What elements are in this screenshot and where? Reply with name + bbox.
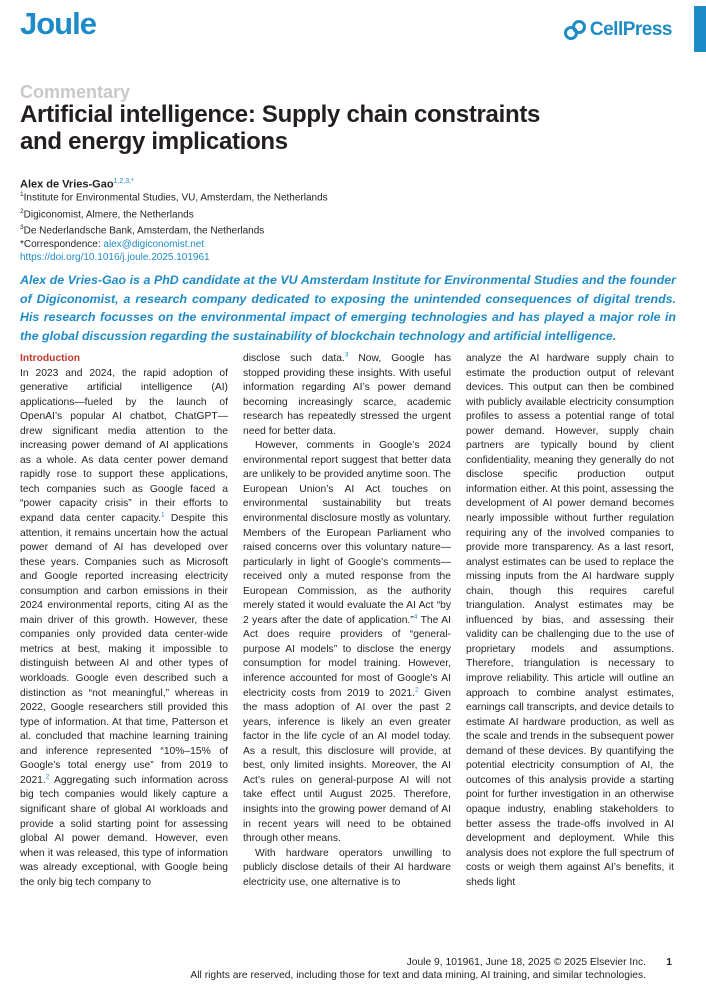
affiliation-1: $^1$Institute for Environmental Studies, VU, Amsterdam, the Netherlands: [20, 191, 328, 204]
paragraph: However, comments in Google’s 2024 environmental report suggest that better data are unlikely to be provided anytime soon. The European Union’s AI Act touches on environmental sustainability but treats environmental disclosure mostly as voluntary. Members of the European Parliament who raised concerns over this voluntary nature—particularly in light of Google’s comments—received only a muted response from the European Commission, as the authority merely stated it would evaluate the AI Act “by 2 years after the date of application.”$^4$ The AI Act does require providers of “general-purpose AI models” to disclose the energy consumption for model training. However, inference accounted for most of Google’s AI electricity costs from 2019 to 2021.$^2$ Given the mass adoption of AI over the past 2 years, inference is likely an even greater factor in the life cycle of an AI model today. As a result, this disclosure will provide, at best, only limited insights. Moreover, the AI Act’s rules on general-purpose AI will not take effect until August 2025. Therefore, insights into the growing power demand of AI in recent years will need to be obtained through other means.: [243, 440, 451, 845]
correspondence-email-link[interactable]: alex@digiconomist.net: [103, 238, 205, 250]
author-superscripts: 1,2,3,*: [113, 178, 134, 185]
article-title: Artificial intelligence: Supply chain constraints and energy implications: [20, 101, 541, 155]
article-type-label: Commentary: [20, 82, 131, 102]
footer-rights: All rights are reserved, including those for text and data mining, AI training, and similar technologies.: [190, 970, 646, 981]
header-color-tab: [694, 6, 706, 52]
affiliation-3: $^3$De Nederlandsche Bank, Amsterdam, the Netherlands: [20, 224, 265, 237]
reference-link[interactable]: 2: [45, 773, 50, 781]
cellpress-wordmark: CellPress: [589, 19, 672, 40]
reference-link[interactable]: 2: [415, 686, 419, 694]
cellpress-logo: [564, 19, 672, 41]
paragraph: analyze the AI hardware supply chain to estimate the production output of relevant devices. This output can then be combined with publicly available electricity consumption profiles to assess a potential range of total power demand. However, supply chain partners are typically bound by client confidentiality, meaning they generally do not disclose specific production output information either. At this point, assessing the development of AI power demand becomes nearly impossible without further regulation requiring any of the involved companies to provide more transparency. As a last resort, analyst estimates can be used to replace the missing inputs from the AI hardware supply chain, though this requires careful triangulation. Analyst estimates may be influenced by bias, and assessing their validity can be challenging due to the use of proprietary models and assumptions. Therefore, triangulation is necessary to improve reliability. This article will outline an approach to combine analyst estimates, earnings call transcripts, and device details to estimate AI hardware production, as well as the scale and trends in the subsequent power demand of these devices. By quantifying the potential electricity consumption of AI, the outcomes of this analysis provide a starting point for further investigation in an otherwise opaque industry, enabling stakeholders to better assess the trade-offs involved in AI development and deployment. While this analysis does not explore the full spectrum of costs or weigh them against AI’s benefits, it sheds light: [466, 353, 674, 888]
page-number: 1: [666, 957, 672, 968]
paragraph: With hardware operators unwilling to publicly disclose details of their AI hardware electricity use, one alternative is to: [243, 847, 451, 888]
affiliation-2: $^2$Digiconomist, Almere, the Netherlands: [20, 207, 194, 220]
footer-citation: Joule 9, 101961, June 18, 2025 © 2025 Elsevier Inc.: [406, 957, 646, 968]
affiliations: [20, 188, 328, 264]
reference-link[interactable]: 1: [160, 511, 165, 519]
author-summary: Alex de Vries-Gao is a PhD candidate at the VU Amsterdam Institute for Environmental Studies and the founder of Digiconomist, a research company dedicated to exposing the unintended consequences of digital trends. His research focusses on the environmental impact of emerging technologies and has played a major role in the global discussion regarding the sustainability of blockchain technology and artificial intelligence.: [20, 273, 676, 343]
reference-link[interactable]: 3: [344, 351, 349, 359]
cellpress-mark-icon: [564, 19, 586, 41]
paragraph: disclose such data.$^3$ Now, Google has stopped providing these insights. With useful information regarding AI’s power demand becoming increasingly scarce, academic research has repeatedly stressed the urgent need for better data.: [243, 351, 451, 437]
body-column-2: [243, 352, 451, 890]
paragraph: In 2023 and 2024, the rapid adoption of generative artificial intelligence (AI) applications—fueled by the launch of OpenAI’s popular AI chatbot, ChatGPT—drew significant media attention to the increasing power demand of AI applications as a whole. As data center power demand rapidly rose to support these applications, tech companies such as Google faced a “power capacity crisis” in their efforts to expand data center capacity.$^1$ Despite this attention, it remains uncertain how the actual power demand of AI has developed over these years. Companies such as Microsoft and Google reported increasing electricity consumption and carbon emissions in their 2024 environmental reports, citing AI as the main driver of this growth. However, these companies only provided data center-wide metrics at best, making it impossible to distinguish between AI and other types of workloads. Google even described such a distinction as “not meaningful,” whereas in 2022, Google researchers still provided this type of information. At that time, Patterson et al. concluded that machine learning training and inference represented “10%–15% of Google’s total energy use” from 2019 to 2021.$^2$ Aggregating such information across big tech companies would likely capture a significant share of global AI workloads and provide a solid starting point for assessing global AI power demand. However, even when it was released, this type of information was already exceptional, with Google being the only big tech company to: [20, 367, 228, 888]
body-column-3: [466, 352, 674, 890]
body-column-1: [20, 352, 228, 890]
section-heading-introduction: Introduction: [20, 353, 81, 364]
correspondence: *Correspondence: alex@digiconomist.net: [20, 238, 205, 250]
journal-logo: Joule: [20, 6, 96, 41]
author-name: Alex de Vries-Gao: [20, 178, 114, 191]
reference-link[interactable]: 4: [413, 613, 418, 621]
doi-link[interactable]: https://doi.org/10.1016/j.joule.2025.101961: [20, 251, 210, 263]
